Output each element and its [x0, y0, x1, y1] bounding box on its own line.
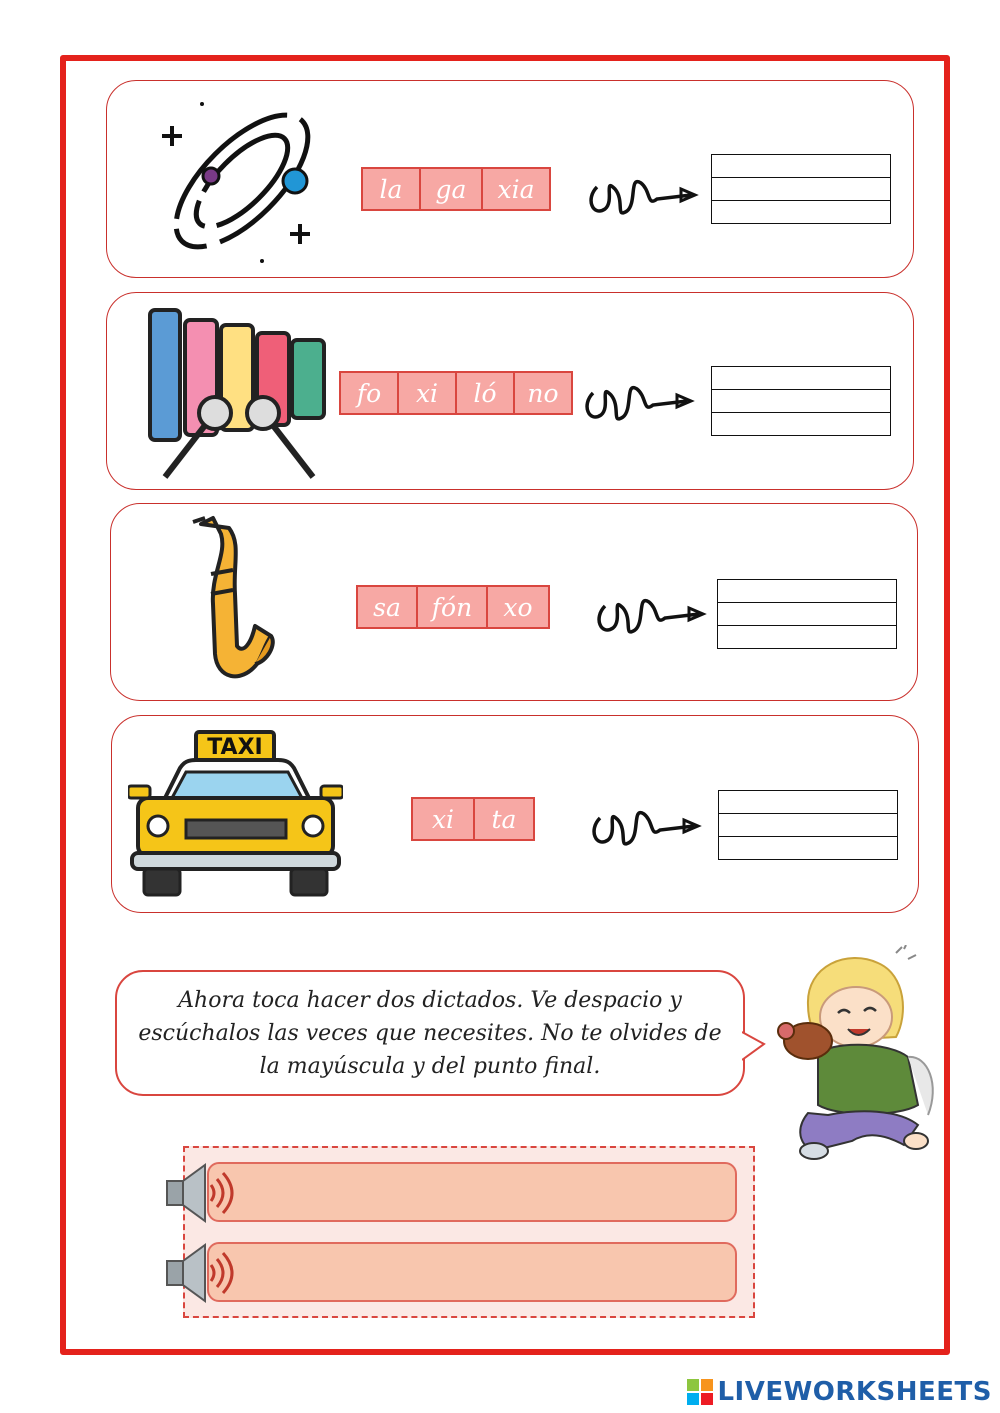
answer-lines[interactable]	[711, 154, 891, 224]
syllable-row	[411, 797, 535, 841]
exercise-card-saxophone	[110, 503, 918, 701]
syllable-tile: xi	[413, 799, 475, 839]
syllable-tile: ló	[457, 373, 515, 413]
cursive-arrow-icon	[593, 588, 709, 640]
child-character-image	[768, 945, 943, 1160]
syllable-tile: fo	[341, 373, 399, 413]
syllable-tile: no	[527, 378, 559, 408]
instructions-bubble	[115, 970, 745, 1096]
dictation-input-1[interactable]	[207, 1162, 737, 1222]
galaxy-icon	[147, 96, 327, 266]
cursive-arrow-icon	[588, 800, 704, 852]
bubble-tail	[742, 1030, 766, 1062]
cursive-arrow-icon	[585, 169, 701, 221]
syllable-tile: ta	[491, 804, 517, 834]
answer-lines[interactable]	[718, 790, 898, 860]
answer-lines[interactable]	[717, 579, 897, 649]
syllable-tile: sa	[358, 587, 418, 627]
instructions-line: la mayúscula y del punto final.	[259, 1054, 601, 1079]
speaker-icon[interactable]	[165, 1243, 237, 1303]
brand-text: LIVEWORKSHEETS	[717, 1377, 992, 1407]
dictation-area	[183, 1146, 755, 1318]
instructions-line: Ahora toca hacer dos dictados. Ve despacio y	[178, 988, 682, 1013]
syllable-tile: xi	[399, 373, 457, 413]
xylophone-icon	[145, 305, 330, 485]
syllable-tile: fón	[418, 587, 488, 627]
syllable-row	[339, 371, 573, 415]
syllable-tile: ga	[421, 169, 483, 209]
cursive-arrow-icon	[581, 375, 697, 427]
syllable-row	[356, 585, 550, 629]
taxi-sign-label: TAXI	[207, 735, 263, 760]
speaker-icon[interactable]	[165, 1163, 237, 1223]
liveworksheets-logo-icon	[687, 1379, 713, 1405]
answer-lines[interactable]	[711, 366, 891, 436]
exercise-card-taxi	[111, 715, 919, 913]
saxophone-icon	[171, 514, 281, 694]
syllable-row	[361, 167, 551, 211]
syllable-tile: xia	[497, 174, 535, 204]
syllable-tile: la	[363, 169, 421, 209]
instructions-line: escúchalos las veces que necesites. No te olvides de	[138, 1021, 722, 1046]
dictation-input-2[interactable]	[207, 1242, 737, 1302]
exercise-card-galaxy	[106, 80, 914, 278]
instructions-text	[137, 984, 723, 1083]
syllable-tile: xo	[503, 592, 533, 622]
exercise-card-xylophone	[106, 292, 914, 490]
liveworksheets-logo[interactable]	[687, 1377, 992, 1407]
